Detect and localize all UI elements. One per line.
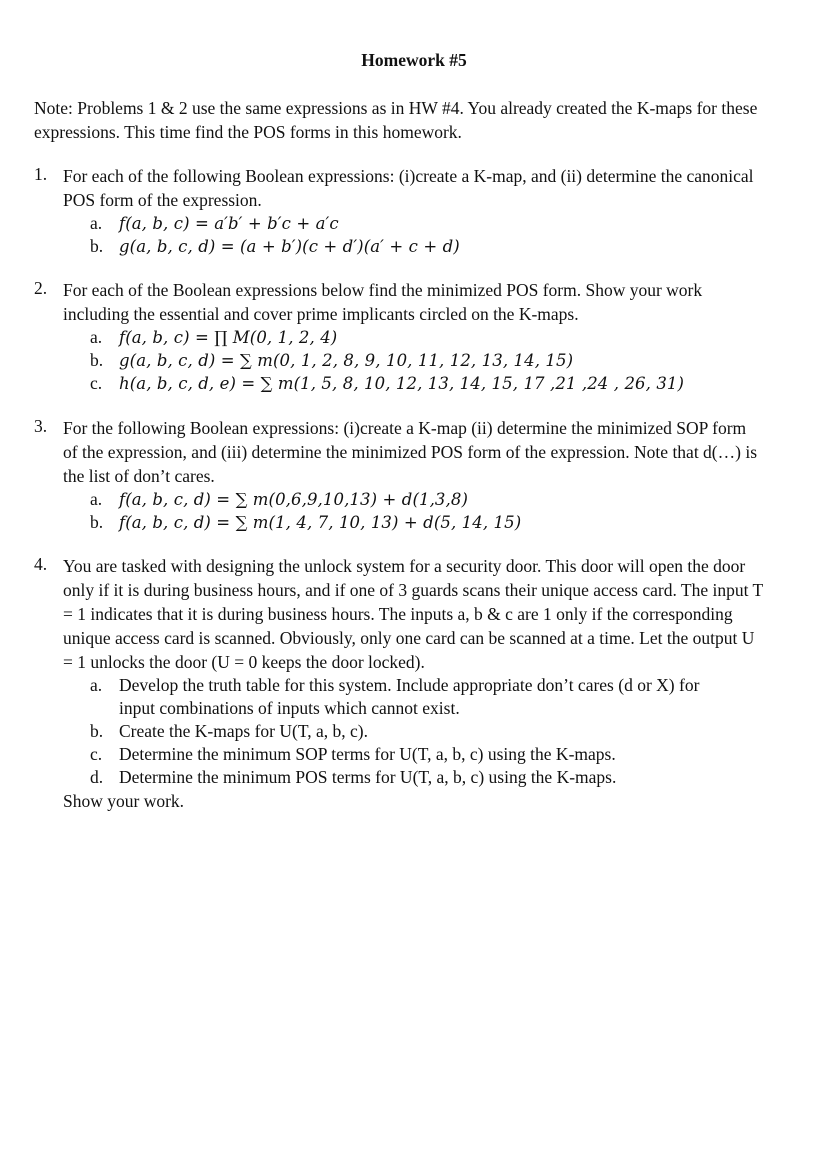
item-label: c.	[90, 373, 103, 393]
item-label: b.	[90, 721, 104, 741]
list-item	[90, 212, 764, 235]
page-title: Homework #5	[361, 50, 467, 70]
list-item	[90, 372, 764, 395]
list-item	[90, 511, 764, 534]
list-item	[90, 488, 764, 511]
problem-text: For each of the Boolean expressions below find the minimized POS form. Show your work including the essential and cover prime implicants circled on the K-maps.	[63, 280, 703, 324]
problem-3	[34, 416, 764, 534]
item-label: a.	[90, 675, 103, 695]
closing-instruction: Show your work.	[63, 791, 185, 811]
problem-number: 3.	[34, 416, 48, 436]
item-label: d.	[90, 767, 104, 787]
item-expression: g(a, b, c, d) = (a + b′)(c + d′)(a′ + c + d)	[119, 237, 460, 256]
problem-number: 1.	[34, 164, 48, 184]
problem-4	[34, 554, 764, 813]
problem-2	[34, 278, 764, 395]
problem-items	[90, 212, 764, 258]
item-label: b.	[90, 236, 104, 256]
list-item	[90, 743, 764, 766]
item-label: b.	[90, 350, 104, 370]
item-text: Determine the minimum POS terms for U(T, a, b, c) using the K-maps.	[119, 767, 617, 787]
list-item	[90, 720, 764, 743]
item-expression: f(a, b, c) = a′b′ + b′c + a′c	[119, 214, 339, 233]
problem-items	[90, 326, 764, 395]
item-label: a.	[90, 213, 103, 233]
problem-number: 4.	[34, 554, 48, 574]
problem-text: For each of the following Boolean expressions: (i)create a K-map, and (ii) determine the canonical POS form of the expression.	[63, 166, 754, 210]
item-expression: h(a, b, c, d, e) = ∑ m(1, 5, 8, 10, 12, 13, 14, 15, 17 ,21 ,24 , 26, 31)	[119, 374, 685, 393]
item-text: Develop the truth table for this system. Include appropriate don’t cares (d or X) for input combinations of inputs which cannot exist.	[119, 675, 700, 718]
item-label: a.	[90, 489, 103, 509]
item-text: Create the K-maps for U(T, a, b, c).	[119, 721, 368, 741]
item-expression: f(a, b, c, d) = ∑ m(1, 4, 7, 10, 13) + d(5, 14, 15)	[119, 513, 522, 532]
item-label: b.	[90, 512, 104, 532]
list-item	[90, 235, 764, 258]
item-label: a.	[90, 327, 103, 347]
list-item	[90, 674, 730, 720]
problem-text: You are tasked with designing the unlock system for a security door. This door will open the door only if it is during business hours, and if one of 3 guards scans their unique access card. The input T = 1 indicates that it is during business hours. The inputs a, b & c are 1 only if the corresponding unique access card is scanned. Obviously, only one card can be scanned at a time. Let the output U = 1 unlocks the door (U = 0 keeps the door locked).	[63, 556, 763, 672]
list-item	[90, 349, 764, 372]
item-expression: g(a, b, c, d) = ∑ m(0, 1, 2, 8, 9, 10, 11, 12, 13, 14, 15)	[119, 351, 574, 370]
problem-items	[90, 674, 764, 789]
item-expression: f(a, b, c) = ∏ M(0, 1, 2, 4)	[119, 328, 338, 347]
problem-number: 2.	[34, 278, 48, 298]
item-text: Determine the minimum SOP terms for U(T, a, b, c) using the K-maps.	[119, 744, 616, 764]
homework-note: Note: Problems 1 & 2 use the same expressions as in HW #4. You already created the K-maps for these expressions. This time find the POS forms in this homework.	[34, 98, 758, 142]
problem-text: For the following Boolean expressions: (i)create a K-map (ii) determine the minimized SOP form of the expression, and (iii) determine the minimized POS form of the expression. Note that d(…) is the list of don’t cares.	[63, 418, 758, 486]
item-label: c.	[90, 744, 103, 764]
item-expression: f(a, b, c, d) = ∑ m(0,6,9,10,13) + d(1,3,8)	[119, 490, 469, 509]
list-item	[90, 766, 764, 789]
problem-1	[34, 164, 764, 258]
list-item	[90, 326, 764, 349]
problem-items	[90, 488, 764, 534]
